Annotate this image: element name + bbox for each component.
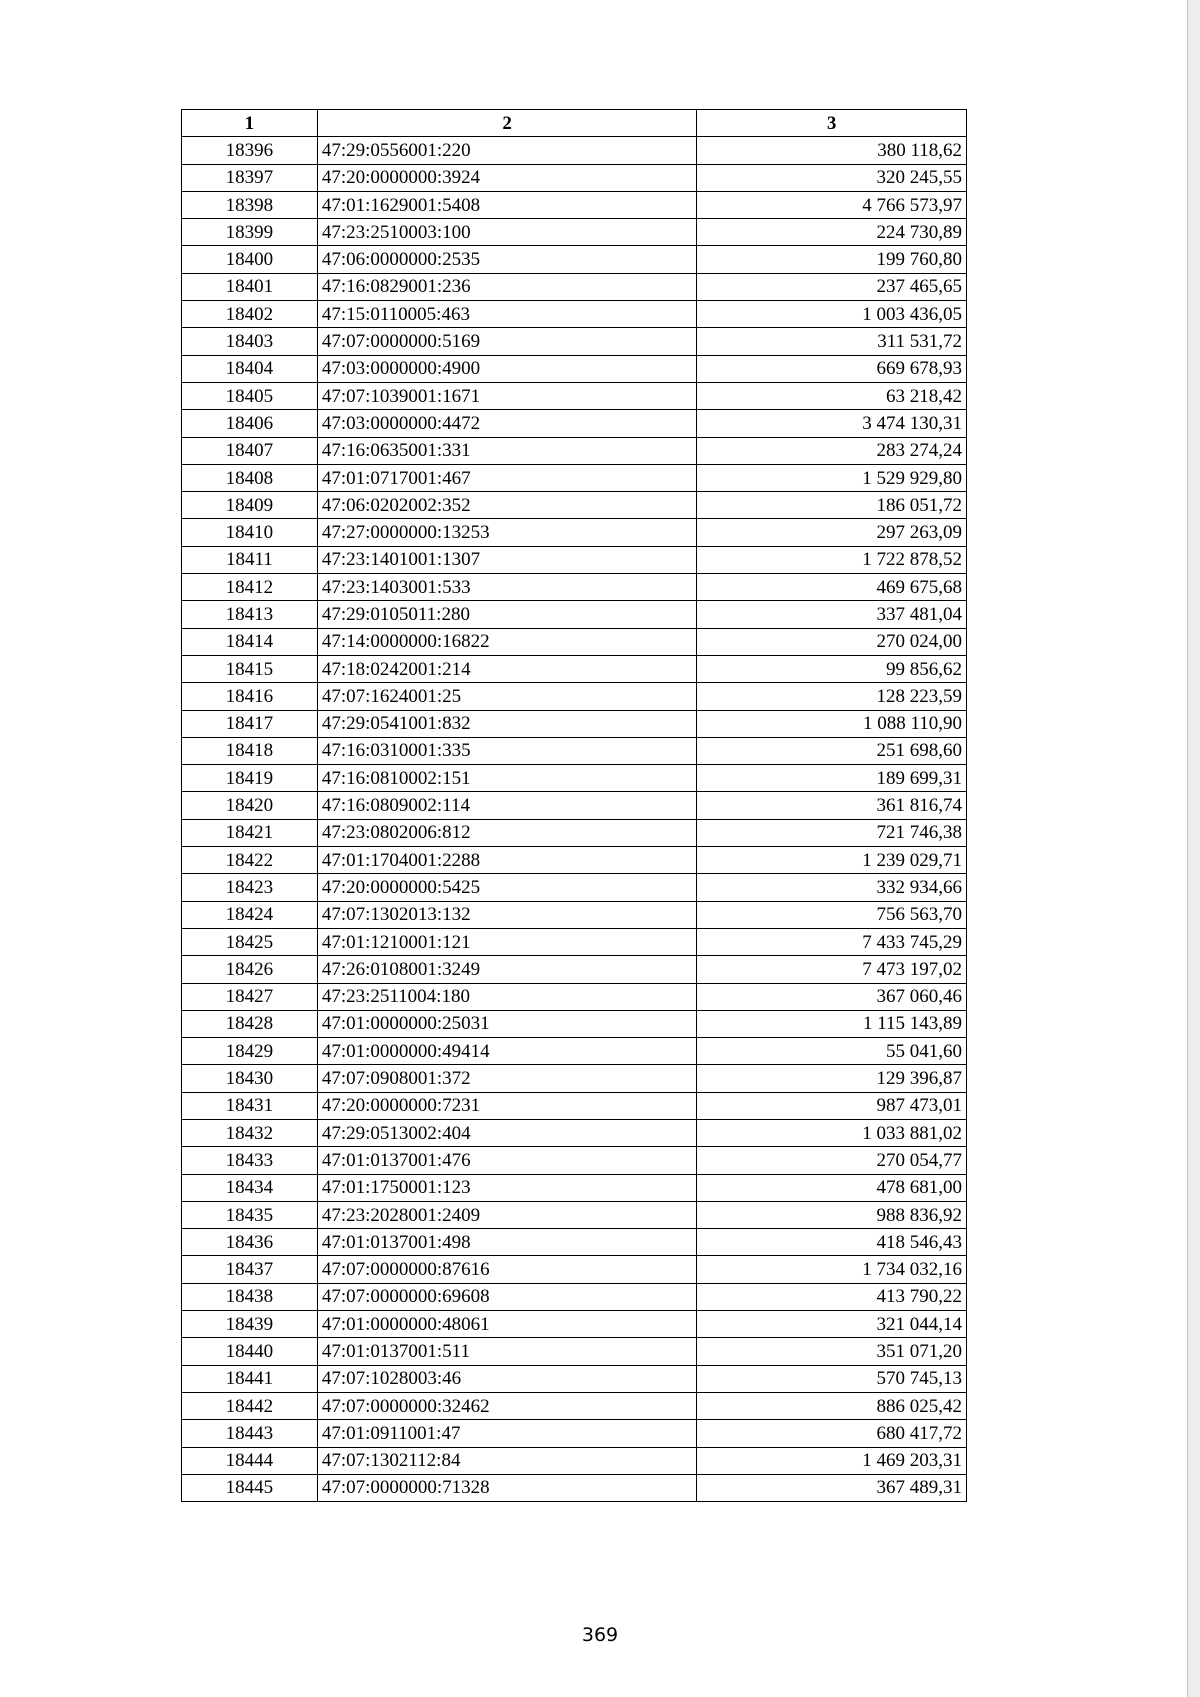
table-row [182, 792, 967, 819]
row-number-cell: 18427 [182, 983, 318, 1010]
table-row [182, 219, 967, 246]
value-cell: 3 474 130,31 [697, 410, 967, 437]
cadastral-number-cell: 47:20:0000000:3924 [317, 164, 697, 191]
value-cell: 311 531,72 [697, 328, 967, 355]
table-row [182, 519, 967, 546]
row-number-cell: 18407 [182, 437, 318, 464]
value-cell: 7 433 745,29 [697, 928, 967, 955]
table-row [182, 1392, 967, 1419]
row-number-cell: 18442 [182, 1392, 318, 1419]
cadastral-number-cell: 47:07:1302013:132 [317, 901, 697, 928]
value-cell: 332 934,66 [697, 874, 967, 901]
table-row [182, 1311, 967, 1338]
table-row [182, 1010, 967, 1037]
cadastral-number-cell: 47:01:0717001:467 [317, 464, 697, 491]
value-cell: 1 469 203,31 [697, 1447, 967, 1474]
cadastral-number-cell: 47:03:0000000:4900 [317, 355, 697, 382]
table-row [182, 1092, 967, 1119]
cadastral-number-cell: 47:07:0908001:372 [317, 1065, 697, 1092]
cadastral-number-cell: 47:16:0809002:114 [317, 792, 697, 819]
value-cell: 367 060,46 [697, 983, 967, 1010]
row-number-cell: 18396 [182, 137, 318, 164]
value-cell: 351 071,20 [697, 1338, 967, 1365]
column-header-3: 3 [697, 110, 967, 137]
row-number-cell: 18423 [182, 874, 318, 901]
cadastral-number-cell: 47:23:2028001:2409 [317, 1201, 697, 1228]
cadastral-number-cell: 47:03:0000000:4472 [317, 410, 697, 437]
table-row [182, 1338, 967, 1365]
value-cell: 418 546,43 [697, 1229, 967, 1256]
value-cell: 478 681,00 [697, 1174, 967, 1201]
row-number-cell: 18439 [182, 1311, 318, 1338]
cadastral-number-cell: 47:07:1039001:1671 [317, 382, 697, 409]
cadastral-number-cell: 47:01:1629001:5408 [317, 191, 697, 218]
row-number-cell: 18421 [182, 819, 318, 846]
value-cell: 320 245,55 [697, 164, 967, 191]
row-number-cell: 18417 [182, 710, 318, 737]
table-row [182, 928, 967, 955]
value-cell: 7 473 197,02 [697, 956, 967, 983]
value-cell: 321 044,14 [697, 1311, 967, 1338]
value-cell: 988 836,92 [697, 1201, 967, 1228]
row-number-cell: 18441 [182, 1365, 318, 1392]
value-cell: 756 563,70 [697, 901, 967, 928]
cadastral-number-cell: 47:29:0541001:832 [317, 710, 697, 737]
table-row [182, 382, 967, 409]
row-number-cell: 18397 [182, 164, 318, 191]
cadastral-number-cell: 47:01:0000000:48061 [317, 1311, 697, 1338]
value-cell: 1 239 029,71 [697, 847, 967, 874]
table-row [182, 546, 967, 573]
table-row [182, 410, 967, 437]
row-number-cell: 18416 [182, 683, 318, 710]
cadastral-number-cell: 47:06:0202002:352 [317, 492, 697, 519]
value-cell: 1 529 929,80 [697, 464, 967, 491]
value-cell: 1 722 878,52 [697, 546, 967, 573]
table-row [182, 301, 967, 328]
table-row [182, 1201, 967, 1228]
cadastral-number-cell: 47:01:0000000:49414 [317, 1038, 697, 1065]
table-row [182, 273, 967, 300]
value-cell: 270 054,77 [697, 1147, 967, 1174]
table-row [182, 1365, 967, 1392]
cadastral-number-cell: 47:01:1210001:121 [317, 928, 697, 955]
row-number-cell: 18430 [182, 1065, 318, 1092]
value-cell: 886 025,42 [697, 1392, 967, 1419]
row-number-cell: 18412 [182, 574, 318, 601]
table-row [182, 137, 967, 164]
value-cell: 361 816,74 [697, 792, 967, 819]
table-row [182, 1256, 967, 1283]
value-cell: 1 003 436,05 [697, 301, 967, 328]
cadastral-number-cell: 47:01:0137001:476 [317, 1147, 697, 1174]
row-number-cell: 18437 [182, 1256, 318, 1283]
row-number-cell: 18398 [182, 191, 318, 218]
row-number-cell: 18445 [182, 1474, 318, 1501]
table-row [182, 1474, 967, 1501]
value-cell: 199 760,80 [697, 246, 967, 273]
value-cell: 367 489,31 [697, 1474, 967, 1501]
table-row [182, 328, 967, 355]
cadastral-number-cell: 47:07:0000000:71328 [317, 1474, 697, 1501]
cadastral-number-cell: 47:29:0556001:220 [317, 137, 697, 164]
row-number-cell: 18413 [182, 601, 318, 628]
cadastral-number-cell: 47:23:0802006:812 [317, 819, 697, 846]
table-row [182, 574, 967, 601]
value-cell: 4 766 573,97 [697, 191, 967, 218]
row-number-cell: 18426 [182, 956, 318, 983]
row-number-cell: 18433 [182, 1147, 318, 1174]
cadastral-number-cell: 47:06:0000000:2535 [317, 246, 697, 273]
row-number-cell: 18415 [182, 655, 318, 682]
cadastral-number-cell: 47:16:0829001:236 [317, 273, 697, 300]
table-row [182, 246, 967, 273]
value-cell: 721 746,38 [697, 819, 967, 846]
table-row [182, 874, 967, 901]
table-row [182, 601, 967, 628]
table-row [182, 628, 967, 655]
cadastral-number-cell: 47:07:1302112:84 [317, 1447, 697, 1474]
cadastral-number-cell: 47:07:0000000:5169 [317, 328, 697, 355]
row-number-cell: 18418 [182, 737, 318, 764]
cadastral-number-cell: 47:20:0000000:5425 [317, 874, 697, 901]
row-number-cell: 18402 [182, 301, 318, 328]
table-row [182, 1119, 967, 1146]
value-cell: 297 263,09 [697, 519, 967, 546]
row-number-cell: 18435 [182, 1201, 318, 1228]
row-number-cell: 18431 [182, 1092, 318, 1119]
value-cell: 224 730,89 [697, 219, 967, 246]
table-body [182, 137, 967, 1502]
value-cell: 270 024,00 [697, 628, 967, 655]
value-cell: 469 675,68 [697, 574, 967, 601]
table-row [182, 737, 967, 764]
cadastral-number-cell: 47:07:0000000:69608 [317, 1283, 697, 1310]
cadastral-number-cell: 47:01:0137001:511 [317, 1338, 697, 1365]
table-row [182, 1283, 967, 1310]
value-cell: 1 033 881,02 [697, 1119, 967, 1146]
cadastral-number-cell: 47:01:0000000:25031 [317, 1010, 697, 1037]
row-number-cell: 18432 [182, 1119, 318, 1146]
row-number-cell: 18406 [182, 410, 318, 437]
value-cell: 337 481,04 [697, 601, 967, 628]
row-number-cell: 18405 [182, 382, 318, 409]
value-cell: 669 678,93 [697, 355, 967, 382]
value-cell: 1 115 143,89 [697, 1010, 967, 1037]
table-row [182, 355, 967, 382]
cadastral-number-cell: 47:23:2510003:100 [317, 219, 697, 246]
row-number-cell: 18436 [182, 1229, 318, 1256]
cadastral-number-cell: 47:01:0911001:47 [317, 1420, 697, 1447]
value-cell: 380 118,62 [697, 137, 967, 164]
cadastral-number-cell: 47:14:0000000:16822 [317, 628, 697, 655]
page-number: 369 [581, 1624, 619, 1646]
row-number-cell: 18410 [182, 519, 318, 546]
cadastral-number-cell: 47:16:0635001:331 [317, 437, 697, 464]
row-number-cell: 18429 [182, 1038, 318, 1065]
table-row [182, 1065, 967, 1092]
row-number-cell: 18414 [182, 628, 318, 655]
table-row [182, 437, 967, 464]
column-header-2: 2 [317, 110, 697, 137]
row-number-cell: 18424 [182, 901, 318, 928]
table-row [182, 901, 967, 928]
cadastral-number-cell: 47:26:0108001:3249 [317, 956, 697, 983]
value-cell: 283 274,24 [697, 437, 967, 464]
row-number-cell: 18403 [182, 328, 318, 355]
value-cell: 251 698,60 [697, 737, 967, 764]
table-row [182, 1420, 967, 1447]
table-row [182, 1038, 967, 1065]
value-cell: 189 699,31 [697, 765, 967, 792]
cadastral-number-cell: 47:23:2511004:180 [317, 983, 697, 1010]
table-row [182, 1447, 967, 1474]
table-row [182, 655, 967, 682]
value-cell: 129 396,87 [697, 1065, 967, 1092]
cadastral-number-cell: 47:18:0242001:214 [317, 655, 697, 682]
cadastral-number-cell: 47:07:1028003:46 [317, 1365, 697, 1392]
table-row [182, 983, 967, 1010]
row-number-cell: 18409 [182, 492, 318, 519]
table-row [182, 683, 967, 710]
value-cell: 186 051,72 [697, 492, 967, 519]
row-number-cell: 18404 [182, 355, 318, 382]
value-cell: 413 790,22 [697, 1283, 967, 1310]
data-table [181, 109, 967, 1502]
row-number-cell: 18399 [182, 219, 318, 246]
cadastral-number-cell: 47:15:0110005:463 [317, 301, 697, 328]
cadastral-number-cell: 47:16:0810002:151 [317, 765, 697, 792]
table-row [182, 191, 967, 218]
value-cell: 99 856,62 [697, 655, 967, 682]
row-number-cell: 18400 [182, 246, 318, 273]
row-number-cell: 18443 [182, 1420, 318, 1447]
cadastral-number-cell: 47:23:1403001:533 [317, 574, 697, 601]
cadastral-number-cell: 47:29:0513002:404 [317, 1119, 697, 1146]
cadastral-number-cell: 47:29:0105011:280 [317, 601, 697, 628]
table-row [182, 464, 967, 491]
cadastral-number-cell: 47:27:0000000:13253 [317, 519, 697, 546]
row-number-cell: 18408 [182, 464, 318, 491]
value-cell: 570 745,13 [697, 1365, 967, 1392]
page-edge [1187, 0, 1200, 1697]
cadastral-number-cell: 47:01:1750001:123 [317, 1174, 697, 1201]
row-number-cell: 18420 [182, 792, 318, 819]
cadastral-number-cell: 47:20:0000000:7231 [317, 1092, 697, 1119]
cadastral-number-cell: 47:01:1704001:2288 [317, 847, 697, 874]
value-cell: 680 417,72 [697, 1420, 967, 1447]
row-number-cell: 18440 [182, 1338, 318, 1365]
table-row [182, 1174, 967, 1201]
value-cell: 987 473,01 [697, 1092, 967, 1119]
row-number-cell: 18438 [182, 1283, 318, 1310]
cadastral-number-cell: 47:07:0000000:32462 [317, 1392, 697, 1419]
row-number-cell: 18428 [182, 1010, 318, 1037]
table-header-row [182, 110, 967, 137]
table-row [182, 1147, 967, 1174]
cadastral-number-cell: 47:07:1624001:25 [317, 683, 697, 710]
row-number-cell: 18425 [182, 928, 318, 955]
row-number-cell: 18422 [182, 847, 318, 874]
value-cell: 237 465,65 [697, 273, 967, 300]
value-cell: 1 734 032,16 [697, 1256, 967, 1283]
column-header-1: 1 [182, 110, 318, 137]
table-row [182, 492, 967, 519]
table-row [182, 164, 967, 191]
table-row [182, 956, 967, 983]
table-row [182, 819, 967, 846]
row-number-cell: 18419 [182, 765, 318, 792]
row-number-cell: 18401 [182, 273, 318, 300]
row-number-cell: 18434 [182, 1174, 318, 1201]
cadastral-number-cell: 47:01:0137001:498 [317, 1229, 697, 1256]
value-cell: 128 223,59 [697, 683, 967, 710]
table-row [182, 710, 967, 737]
value-cell: 1 088 110,90 [697, 710, 967, 737]
row-number-cell: 18444 [182, 1447, 318, 1474]
value-cell: 63 218,42 [697, 382, 967, 409]
cadastral-number-cell: 47:07:0000000:87616 [317, 1256, 697, 1283]
cadastral-number-cell: 47:16:0310001:335 [317, 737, 697, 764]
table-row [182, 765, 967, 792]
row-number-cell: 18411 [182, 546, 318, 573]
value-cell: 55 041,60 [697, 1038, 967, 1065]
table-row [182, 1229, 967, 1256]
cadastral-number-cell: 47:23:1401001:1307 [317, 546, 697, 573]
table-row [182, 847, 967, 874]
